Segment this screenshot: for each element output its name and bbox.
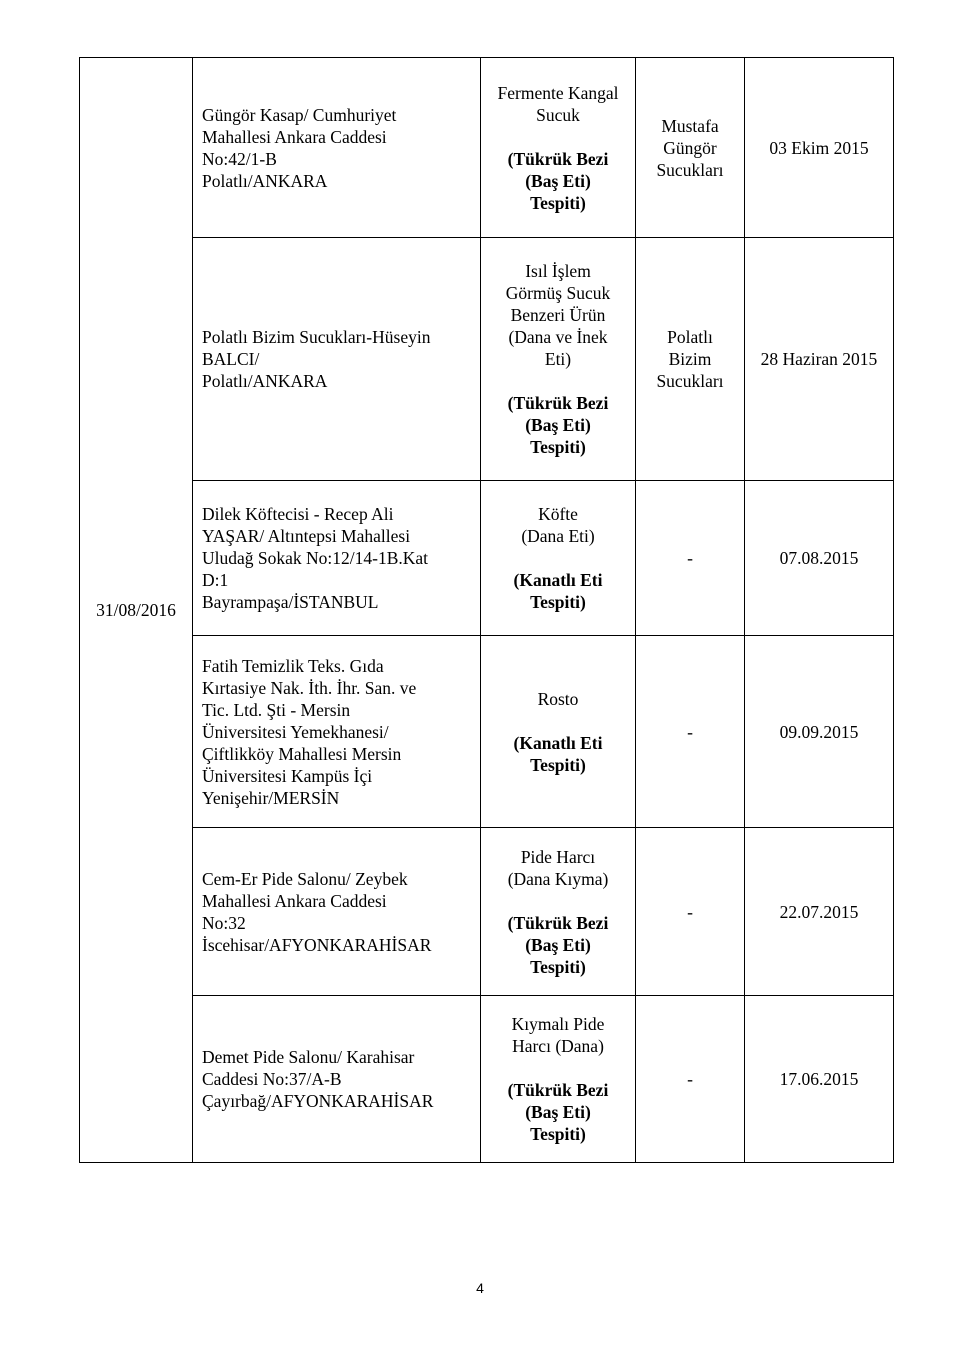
table-row <box>80 996 894 1163</box>
product-name <box>481 503 635 547</box>
firm-address-line: Çayırbağ/AFYONKARAHİSAR <box>202 1091 434 1111</box>
finding-line: (Kanatlı Eti <box>513 732 603 753</box>
brand-line: Güngör <box>663 137 717 158</box>
firm-address-line: Üniversitesi Kampüs İçi <box>202 765 373 786</box>
finding-label <box>481 392 635 458</box>
production-date-cell <box>745 481 894 636</box>
brand-line: Mustafa <box>661 115 719 136</box>
firm-address-line: D:1 <box>202 570 229 590</box>
decision-date-cell <box>80 58 193 1163</box>
finding-label <box>481 569 635 613</box>
finding-line: (Baş Eti) <box>525 170 591 191</box>
product-name <box>481 688 635 710</box>
firm-address-cell <box>193 481 481 636</box>
finding-line: (Baş Eti) <box>525 934 591 955</box>
brand-cell <box>636 58 745 238</box>
firm-address-line: BALCI/ <box>202 349 260 369</box>
production-date: 07.08.2015 <box>779 548 859 568</box>
brand-line: - <box>687 901 693 922</box>
finding-line: Tespiti) <box>530 754 586 775</box>
firm-address-line: Tic. Ltd. Şti - Mersin <box>202 699 351 720</box>
product-name-line: (Dana ve İnek <box>508 327 608 347</box>
firm-address-line: Polatlı/ANKARA <box>202 371 328 391</box>
product-name-line: Kıymalı Pide <box>511 1014 605 1034</box>
brand-cell <box>636 481 745 636</box>
firm-address-line: Mahallesi Ankara Caddesi <box>202 126 387 147</box>
production-date: 17.06.2015 <box>779 1069 859 1089</box>
firm-address-line: Cem-Er Pide Salonu/ Zeybek <box>202 868 408 889</box>
product-name-line: Sucuk <box>536 104 580 125</box>
finding-label <box>481 148 635 214</box>
finding-line: Tespiti) <box>530 192 586 213</box>
production-date-cell <box>745 828 894 996</box>
production-date-cell <box>745 636 894 828</box>
production-date: 09.09.2015 <box>779 721 859 742</box>
production-date: 22.07.2015 <box>779 901 859 922</box>
firm-address-line: Güngör Kasap/ Cumhuriyet <box>202 104 397 125</box>
firm-address-line: Yenişehir/MERSİN <box>202 787 340 808</box>
brand-line: Bizim <box>668 349 712 369</box>
finding-label <box>481 732 635 776</box>
brand-line: Polatlı <box>667 327 713 347</box>
firm-address-cell <box>193 238 481 481</box>
product-name <box>481 260 635 370</box>
product-name-line: Benzeri Ürün <box>510 305 606 325</box>
product-cell <box>481 996 636 1163</box>
production-date: 03 Ekim 2015 <box>769 137 869 158</box>
brand-line: - <box>687 1069 693 1089</box>
finding-line: (Kanatlı Eti <box>513 570 603 590</box>
finding-line: Tespiti) <box>530 956 586 977</box>
firm-address-cell <box>193 58 481 238</box>
finding-line: (Baş Eti) <box>525 1102 591 1122</box>
table-row <box>80 828 894 996</box>
product-name-line: Fermente Kangal <box>497 82 619 103</box>
product-cell <box>481 636 636 828</box>
finding-line: (Baş Eti) <box>525 415 591 435</box>
firm-address-line: Çiftlikköy Mahallesi Mersin <box>202 743 402 764</box>
firm-address-cell <box>193 636 481 828</box>
product-name-line: Görmüş Sucuk <box>505 283 611 303</box>
finding-label <box>481 1079 635 1145</box>
brand-line: Sucukları <box>656 159 724 180</box>
product-name-line: Pide Harcı <box>520 846 596 867</box>
product-name <box>481 846 635 890</box>
brand-cell <box>636 996 745 1163</box>
table-row <box>80 481 894 636</box>
brand-line: - <box>687 548 693 568</box>
product-name-line: Isıl İşlem <box>525 261 591 281</box>
firm-address-cell <box>193 828 481 996</box>
production-date-cell <box>745 996 894 1163</box>
product-name <box>481 1013 635 1057</box>
brand-cell <box>636 828 745 996</box>
firm-address-line: Mahallesi Ankara Caddesi <box>202 890 387 911</box>
firm-address-line: Caddesi No:37/A-B <box>202 1069 342 1089</box>
table-row <box>80 636 894 828</box>
table-row <box>80 238 894 481</box>
brand-line: - <box>687 721 693 742</box>
finding-line: Tespiti) <box>530 1124 586 1144</box>
product-name-line: (Dana Kıyma) <box>507 868 609 889</box>
table-row <box>80 58 894 238</box>
firm-address-cell <box>193 996 481 1163</box>
product-cell <box>481 481 636 636</box>
finding-line: (Tükrük Bezi <box>507 912 609 933</box>
finding-line: Tespiti) <box>530 437 586 457</box>
firm-address-line: Üniversitesi Yemekhanesi/ <box>202 721 389 742</box>
product-cell <box>481 58 636 238</box>
firm-address-line: Polatlı Bizim Sucukları-Hüseyin <box>202 327 431 347</box>
brand-cell <box>636 238 745 481</box>
findings-table-body <box>80 58 894 1163</box>
production-date: 28 Haziran 2015 <box>760 349 878 369</box>
firm-address-line: YAŞAR/ Altıntepsi Mahallesi <box>202 526 411 546</box>
product-name-line: (Dana Eti) <box>521 526 595 546</box>
firm-address-line: Bayrampaşa/İSTANBUL <box>202 592 379 612</box>
finding-line: (Tükrük Bezi <box>507 393 609 413</box>
decision-date: 31/08/2016 <box>96 600 176 620</box>
production-date-cell <box>745 238 894 481</box>
brand-line: Sucukları <box>656 371 724 391</box>
firm-address-line: No:42/1-B <box>202 148 277 169</box>
firm-address-line: No:32 <box>202 912 246 933</box>
firm-address-line: Polatlı/ANKARA <box>202 170 328 191</box>
product-name-line: Harcı (Dana) <box>512 1036 604 1056</box>
product-cell <box>481 238 636 481</box>
firm-address-line: İscehisar/AFYONKARAHİSAR <box>202 934 432 955</box>
firm-address-line: Uludağ Sokak No:12/14-1B.Kat <box>202 548 429 568</box>
finding-line: (Tükrük Bezi <box>507 1080 609 1100</box>
production-date-cell <box>745 58 894 238</box>
finding-line: Tespiti) <box>530 592 586 612</box>
product-cell <box>481 828 636 996</box>
firm-address-line: Dilek Köftecisi - Recep Ali <box>202 504 394 524</box>
firm-address-line: Demet Pide Salonu/ Karahisar <box>202 1047 415 1067</box>
page-number: 4 <box>476 1280 484 1296</box>
firm-address-line: Fatih Temizlik Teks. Gıda <box>202 655 384 676</box>
product-name <box>481 82 635 126</box>
product-name-line: Köfte <box>538 504 578 524</box>
firm-address-line: Kırtasiye Nak. İth. İhr. San. ve <box>202 677 417 698</box>
finding-label <box>481 912 635 978</box>
product-name-line: Eti) <box>544 349 572 369</box>
brand-cell <box>636 636 745 828</box>
findings-table <box>79 57 894 1163</box>
product-name-line: Rosto <box>537 688 579 709</box>
finding-line: (Tükrük Bezi <box>507 148 609 169</box>
